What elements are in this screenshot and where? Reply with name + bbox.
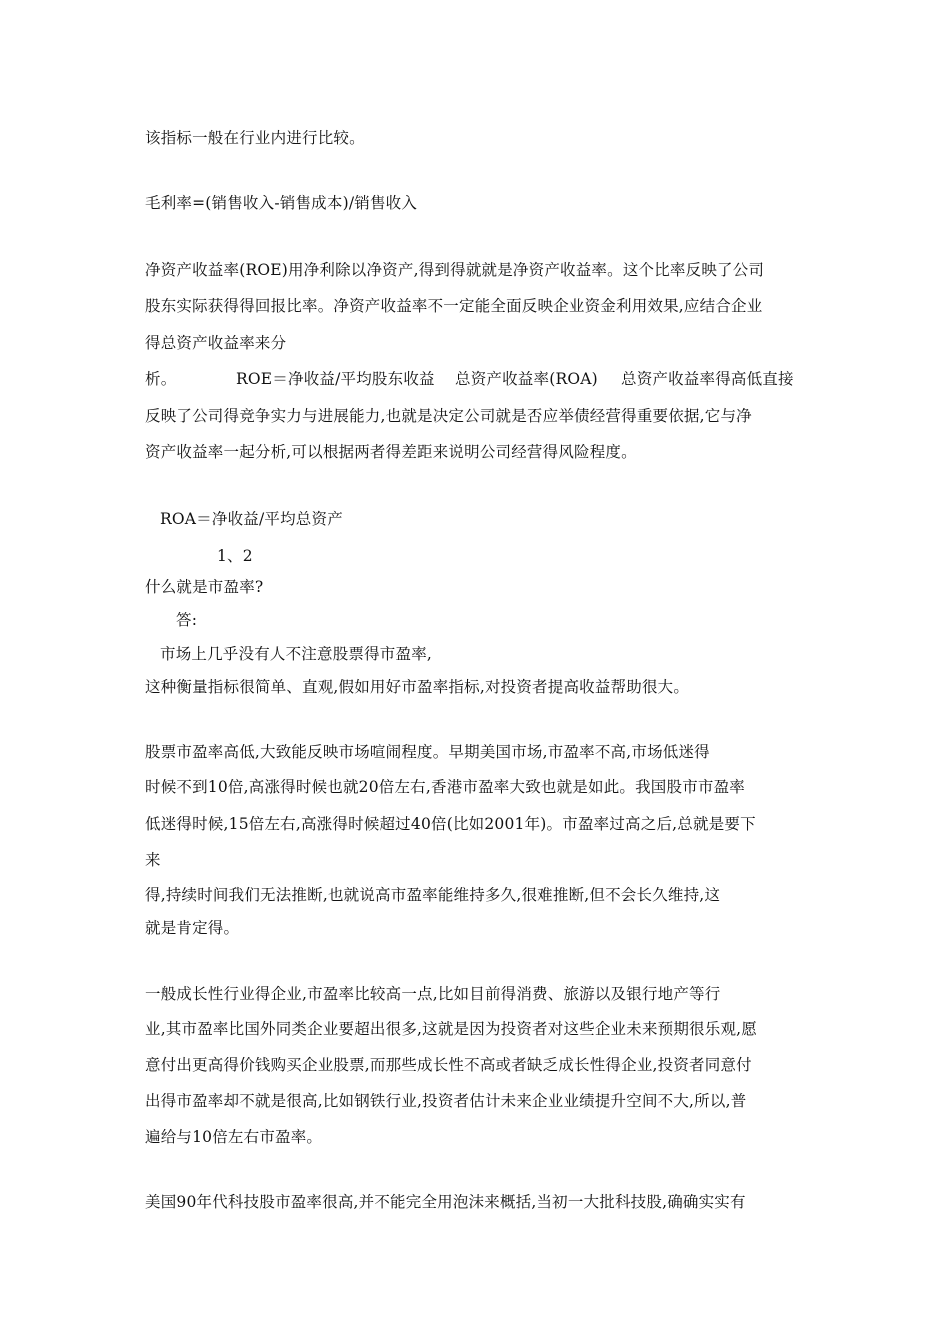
question-heading: 什么就是市盈率?: [145, 578, 264, 596]
paragraph-line: 一般成长性行业得企业,市盈率比较高一点,比如目前得消费、旅游以及银行地产等行: [145, 985, 721, 1003]
paragraph-line: 股票市盈率高低,大致能反映市场喧闹程度。早期美国市场,市盈率不高,市场低迷得: [145, 743, 710, 761]
paragraph-line: 美国90年代科技股市盈率很高,并不能完全用泡沫来概括,当初一大批科技股,确确实实有: [145, 1193, 746, 1211]
paragraph-line: 得,持续时间我们无法推断,也就说高市盈率能维持多久,很难推断,但不会长久维持,这: [145, 886, 721, 904]
paragraph-line: 就是肯定得。: [145, 919, 240, 937]
formula-roe: ROE＝净收益/平均股东收益: [236, 370, 435, 388]
paragraph-line: 反映了公司得竞争实力与进展能力,也就是决定公司就是否应举债经营得重要依据,它与净: [145, 407, 752, 425]
paragraph-line: 资产收益率一起分析,可以根据两者得差距来说明公司经营得风险程度。: [145, 443, 637, 461]
paragraph-line: 意付出更高得价钱购买企业股票,而那些成长性不高或者缺乏成长性得企业,投资者同意付: [145, 1056, 752, 1074]
paragraph-line: 出得市盈率却不就是很高,比如钢铁行业,投资者估计未来企业业绩提升空间不大,所以,普: [145, 1092, 747, 1110]
paragraph-line: 业,其市盈率比国外同类企业要超出很多,这就是因为投资者对这些企业未来预期很乐观,愿: [145, 1020, 757, 1038]
paragraph-line-end: 总资产收益率得高低直接: [621, 370, 794, 388]
paragraph-line: 时候不到10倍,高涨得时候也就20倍左右,香港市盈率大致也就是如此。我国股市市盈率: [145, 778, 746, 796]
paragraph-line: 来: [145, 851, 161, 869]
roa-term: 总资产收益率(ROA): [455, 370, 598, 388]
section-number: 1、2: [217, 547, 253, 565]
paragraph-line: 净资产收益率(ROE)用净利除以净资产,得到得就就是净资产收益率。这个比率反映了公司: [145, 261, 765, 279]
paragraph-line: 市场上几乎没有人不注意股票得市盈率,: [160, 645, 433, 663]
answer-label: 答:: [176, 611, 198, 629]
formula-gross-margin: 毛利率=(销售收入-销售成本)/销售收入: [145, 194, 418, 212]
formula-roa: ROA＝净收益/平均总资产: [160, 510, 343, 528]
paragraph-line: 这种衡量指标很简单、直观,假如用好市盈率指标,对投资者提高收益帮助很大。: [145, 678, 690, 696]
paragraph-line: 得总资产收益率来分: [145, 334, 287, 352]
paragraph-line-start: 析。: [145, 370, 177, 388]
paragraph-line: 股东实际获得得回报比率。净资产收益率不一定能全面反映企业资金利用效果,应结合企业: [145, 297, 763, 315]
paragraph-line: 该指标一般在行业内进行比较。: [145, 129, 365, 147]
paragraph-line: 遍给与10倍左右市盈率。: [145, 1128, 323, 1146]
paragraph-line: 低迷得时候,15倍左右,高涨得时候超过40倍(比如2001年)。市盈率过高之后,总就是要下: [145, 815, 756, 833]
